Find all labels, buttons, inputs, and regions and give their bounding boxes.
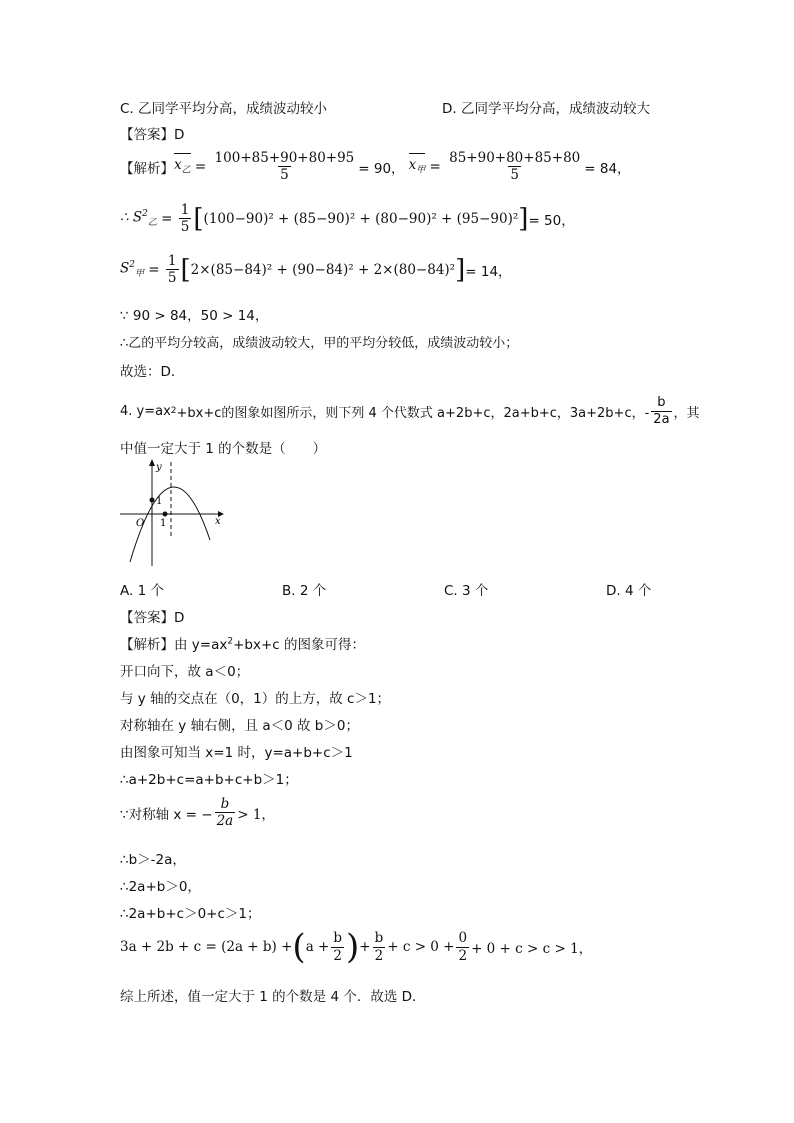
answer-label: 【答案】D [120,127,185,143]
variance-jia-terms: 2×(85−84)² + (90−84)² + 2×(80−84)² [190,261,456,278]
analysis2-line10: ∴2a+b+c＞0+c＞1； [120,906,261,922]
question4-line1: 4. y=ax 2 +bx+c的图象如图所示，则下列 4 个代数式 a+2b+c，2a+b+c，3a+2b+c，- $\frac{b}{2a}$ ，其 [120,395,700,427]
analysis2-line1: 【解析】由 $y=ax^2+bx+c$ 的图象可得： [120,636,365,653]
therefore-line: ∴乙的平均分较高，成绩波动较大，甲的平均分较低，成绩波动较小； [120,336,519,351]
label-one-y: 1 [156,496,163,507]
mean-symbol-yi: $x_乙$ [174,157,191,176]
label-one-x: 1 [160,518,167,529]
answer-label: 【答案】D [120,610,185,626]
mean-symbol-jia: $x_甲$ [409,157,426,176]
analysis2-line4: 对称轴在 y 轴右侧，且 a＜0 故 b＞0； [120,718,359,734]
analysis2-line2: 开口向下，故 a＜0； [120,664,250,680]
analysis2-line5: 由图象可知当 x=1 时，y=a+b+c＞1 [120,745,353,761]
y-axis-arrow [149,459,155,466]
mean-fraction-jia: $\frac{85+90+80+85+80}{5}$ [449,150,581,184]
one-fifth-fraction: $\frac{1}{5}$ [180,202,190,236]
label-x: x [215,516,221,527]
because-line: ∵ 90 > 84，50 > 14， [120,308,269,324]
one-fifth-fraction: $\frac{1}{5}$ [167,253,177,287]
parabola-graph [118,458,228,568]
option-d: D. 4 个 [606,583,652,599]
analysis2-line11: 3a + 2b + c = (2a + b) + ( a + $\frac{b}{2}$ ) + $\frac{b}{2}$ + c > 0 + $\frac{0}{2}$ + 0 + c > c > 1， [120,927,593,967]
option-a: A. 1 个 [120,583,164,599]
analysis2-line9: ∴2a+b＞0， [120,879,201,895]
label-origin: O [136,518,145,529]
analysis2-line7: ∵对称轴 x = − $\frac{b}{2a}$ > 1， [120,796,275,830]
mean-jia-result: = 84， [584,160,631,177]
label-y: y [156,462,162,473]
variance-jia-line: $S^2_甲$ = $\frac{1}{5}$ [ 2×(85−84)² + (90−84)² + 2×(80−84)² ] = 14， [120,253,512,287]
option-d: D. 乙同学平均分高，成绩波动较大 [442,101,650,117]
analysis-mean-line: 【解析】 $x_乙$ = $\frac{100+85+90+80+95}{5}$ = 90， $x_甲$ = $\frac{85+90+80+85+80}{5}$ = 84， [120,150,631,184]
choose-line: 故选：D． [120,364,185,380]
analysis2-line8: ∴b＞-2a， [120,852,186,868]
analysis2-line6: ∴a+2b+c=a+b+c+b＞1； [120,772,298,788]
mean-fraction-yi: $\frac{100+85+90+80+95}{5}$ [214,150,355,184]
question4-line2: 中值一定大于 1 的个数是（ ） [120,441,327,457]
analysis2-conclusion: 综上所述，值一定大于 1 的个数是 4 个．故选 D． [120,989,426,1005]
y-intercept-point [150,498,155,503]
option-b: B. 2 个 [282,583,327,599]
option-c: C. 3 个 [444,583,489,599]
analysis2-line3: 与 y 轴的交点在（0，1）的上方，故 c＞1； [120,691,391,707]
variance-yi-line: ∴ $S^2_乙$ = $\frac{1}{5}$ [ (100−90)² + (85−90)² + (80−90)² + (95−90)² ] = 50， [120,202,575,236]
variance-jia-result: = 14， [465,263,512,280]
option-c: C. 乙同学平均分高，成绩波动较小 [120,101,328,117]
mean-yi-result: = 90， [358,160,405,177]
variance-yi-result: = 50， [528,212,575,229]
x-one-point [163,512,168,517]
analysis-label: 【解析】 [120,160,174,177]
variance-yi-terms: (100−90)² + (85−90)² + (80−90)² + (95−90)² [203,210,519,227]
